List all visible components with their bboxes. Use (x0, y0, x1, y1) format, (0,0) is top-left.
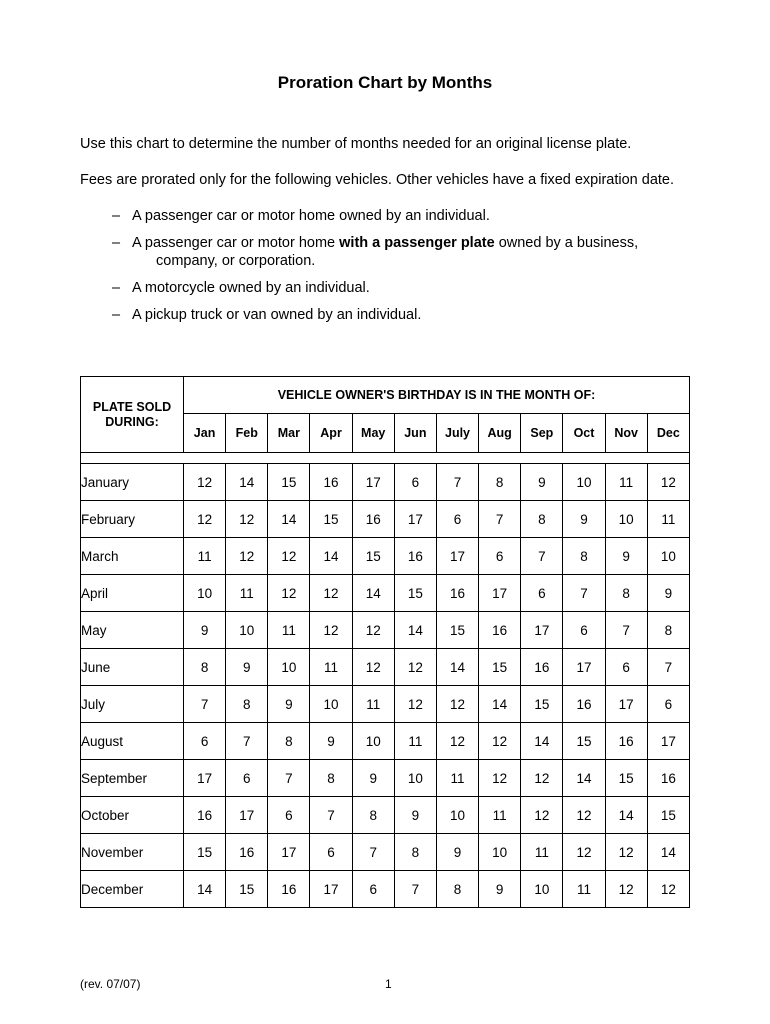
table-cell: 7 (394, 871, 436, 908)
table-cell: 17 (479, 575, 521, 612)
table-cell: 12 (647, 464, 689, 501)
table-cell: 11 (563, 871, 605, 908)
table-cell: 11 (394, 723, 436, 760)
table-cell: 16 (647, 760, 689, 797)
table-cell: 12 (605, 871, 647, 908)
column-header: Nov (605, 414, 647, 453)
table-cell: 12 (563, 797, 605, 834)
row-month-label: May (81, 612, 184, 649)
table-cell: 17 (184, 760, 226, 797)
table-cell: 12 (394, 649, 436, 686)
column-header: July (436, 414, 478, 453)
table-cell: 15 (268, 464, 310, 501)
table-cell: 12 (605, 834, 647, 871)
table-cell: 12 (521, 797, 563, 834)
page-title: Proration Chart by Months (277, 73, 493, 92)
table-cell: 14 (226, 464, 268, 501)
table-cell: 10 (394, 760, 436, 797)
table-cell: 10 (184, 575, 226, 612)
table-cell: 17 (605, 686, 647, 723)
table-cell: 8 (605, 575, 647, 612)
table-row (81, 760, 690, 797)
table-cell: 7 (563, 575, 605, 612)
table-cell: 12 (352, 649, 394, 686)
page-number: 1 (385, 977, 392, 991)
table-cell: 10 (310, 686, 352, 723)
table-cell: 8 (352, 797, 394, 834)
table-cell: 10 (647, 538, 689, 575)
table-cell: 7 (605, 612, 647, 649)
table-cell: 14 (605, 797, 647, 834)
table-cell: 12 (310, 575, 352, 612)
table-cell: 8 (394, 834, 436, 871)
table-cell: 11 (352, 686, 394, 723)
table-cell: 14 (268, 501, 310, 538)
column-header: Dec (647, 414, 689, 453)
table-cell: 6 (605, 649, 647, 686)
row-month-label: November (81, 834, 184, 871)
table-cell: 14 (563, 760, 605, 797)
proration-table (80, 376, 690, 908)
list-item-text: A motorcycle owned by an individual. (132, 280, 370, 296)
table-cell: 12 (436, 686, 478, 723)
table-cell: 6 (352, 871, 394, 908)
table-cell: 6 (394, 464, 436, 501)
table-cell: 8 (521, 501, 563, 538)
table-cell: 6 (647, 686, 689, 723)
table-cell: 17 (647, 723, 689, 760)
table-row (81, 612, 690, 649)
table-cell: 16 (268, 871, 310, 908)
table-cell: 9 (310, 723, 352, 760)
table-cell: 11 (605, 464, 647, 501)
list-item-bold-text: with a passenger plate (339, 235, 495, 251)
table-cell: 15 (394, 575, 436, 612)
table-cell: 7 (479, 501, 521, 538)
list-dash: – (112, 208, 121, 224)
list-item (112, 207, 638, 225)
table-cell: 15 (226, 871, 268, 908)
list-item-text: A pickup truck or van owned by an individual. (132, 307, 422, 323)
table-row (81, 464, 690, 501)
table-cell: 8 (436, 871, 478, 908)
table-cell: 8 (184, 649, 226, 686)
table-cell: 6 (436, 501, 478, 538)
table-cell: 16 (479, 612, 521, 649)
table-cell: 7 (436, 464, 478, 501)
table-cell: 15 (310, 501, 352, 538)
table-cell: 15 (184, 834, 226, 871)
table-cell: 7 (647, 649, 689, 686)
table-cell: 15 (352, 538, 394, 575)
table-cell: 9 (479, 871, 521, 908)
table-cell: 16 (563, 686, 605, 723)
table-row (81, 686, 690, 723)
list-dash: – (112, 235, 121, 251)
column-header: Jun (394, 414, 436, 453)
fees-note-paragraph: Fees are prorated only for the following vehicles. Other vehicles have a fixed expiration date. (80, 172, 675, 188)
table-cell: 15 (605, 760, 647, 797)
table-cell: 11 (521, 834, 563, 871)
column-group-header: VEHICLE OWNER'S BIRTHDAY IS IN THE MONTH OF: (184, 377, 690, 414)
table-cell: 12 (563, 834, 605, 871)
table-cell: 6 (310, 834, 352, 871)
list-item (112, 234, 638, 270)
table-cell: 12 (394, 686, 436, 723)
table-row (81, 649, 690, 686)
table-cell: 8 (563, 538, 605, 575)
table-cell: 14 (436, 649, 478, 686)
table-cell: 12 (184, 501, 226, 538)
table-cell: 10 (563, 464, 605, 501)
table-cell: 6 (479, 538, 521, 575)
table-cell: 11 (184, 538, 226, 575)
table-cell: 11 (268, 612, 310, 649)
table-cell: 16 (436, 575, 478, 612)
table-cell: 7 (352, 834, 394, 871)
table-row (81, 538, 690, 575)
column-header: Sep (521, 414, 563, 453)
table-cell: 12 (647, 871, 689, 908)
table-cell: 6 (563, 612, 605, 649)
revision-label: (rev. 07/07) (80, 977, 141, 991)
table-cell: 9 (563, 501, 605, 538)
table-cell: 15 (521, 686, 563, 723)
table-cell: 17 (394, 501, 436, 538)
table-cell: 8 (226, 686, 268, 723)
list-dash: – (112, 307, 121, 323)
table-cell: 15 (479, 649, 521, 686)
row-month-label: April (81, 575, 184, 612)
table-cell: 12 (226, 538, 268, 575)
table-cell: 17 (352, 464, 394, 501)
row-header: PLATE SOLD DURING: (81, 377, 184, 453)
table-cell: 16 (184, 797, 226, 834)
column-header: Jan (184, 414, 226, 453)
table-cell: 8 (310, 760, 352, 797)
table-cell: 7 (226, 723, 268, 760)
table-cell: 17 (226, 797, 268, 834)
table-cell: 6 (226, 760, 268, 797)
row-month-label: December (81, 871, 184, 908)
table-cell: 12 (479, 723, 521, 760)
row-month-label: July (81, 686, 184, 723)
table-cell: 9 (394, 797, 436, 834)
table-cell: 10 (352, 723, 394, 760)
table-cell: 7 (310, 797, 352, 834)
table-cell: 11 (226, 575, 268, 612)
table-cell: 10 (436, 797, 478, 834)
table-cell: 16 (605, 723, 647, 760)
table-row (81, 797, 690, 834)
column-header: Feb (226, 414, 268, 453)
table-cell: 14 (184, 871, 226, 908)
table-cell: 16 (226, 834, 268, 871)
table-cell: 16 (521, 649, 563, 686)
row-month-label: October (81, 797, 184, 834)
table-cell: 17 (310, 871, 352, 908)
table-row (81, 871, 690, 908)
table-cell: 10 (268, 649, 310, 686)
table-cell: 16 (310, 464, 352, 501)
table-cell: 8 (268, 723, 310, 760)
table-cell: 11 (647, 501, 689, 538)
table-cell: 11 (479, 797, 521, 834)
list-item-text: owned by a business, (494, 235, 639, 251)
table-cell: 12 (268, 575, 310, 612)
list-item-text: A passenger car or motor home (132, 235, 340, 251)
table-cell: 17 (268, 834, 310, 871)
table-cell: 7 (268, 760, 310, 797)
row-month-label: September (81, 760, 184, 797)
table-cell: 8 (647, 612, 689, 649)
row-month-label: February (81, 501, 184, 538)
table-cell: 12 (479, 760, 521, 797)
table-cell: 12 (184, 464, 226, 501)
list-item-text: A passenger car or motor home owned by an individual. (132, 208, 490, 224)
table-cell: 7 (184, 686, 226, 723)
table-cell: 15 (436, 612, 478, 649)
intro-paragraph: Use this chart to determine the number of months needed for an original license plate. (80, 136, 632, 152)
vehicle-list (112, 207, 638, 333)
table-cell: 6 (184, 723, 226, 760)
table-cell: 10 (521, 871, 563, 908)
table-cell: 11 (310, 649, 352, 686)
table-cell: 9 (647, 575, 689, 612)
table-cell: 16 (352, 501, 394, 538)
table-cell: 9 (226, 649, 268, 686)
column-header: Mar (268, 414, 310, 453)
table-cell: 14 (521, 723, 563, 760)
list-item (112, 279, 638, 297)
table-row (81, 723, 690, 760)
table-row (81, 834, 690, 871)
table-cell: 9 (521, 464, 563, 501)
table-cell: 15 (563, 723, 605, 760)
table-cell: 12 (268, 538, 310, 575)
table-cell: 14 (352, 575, 394, 612)
row-month-label: August (81, 723, 184, 760)
row-month-label: January (81, 464, 184, 501)
row-month-label: March (81, 538, 184, 575)
table-cell: 12 (352, 612, 394, 649)
table-cell: 8 (479, 464, 521, 501)
table-cell: 9 (268, 686, 310, 723)
table-cell: 10 (226, 612, 268, 649)
column-header: May (352, 414, 394, 453)
table-cell: 9 (436, 834, 478, 871)
table-cell: 6 (268, 797, 310, 834)
table-spacer (81, 453, 690, 464)
table-cell: 6 (521, 575, 563, 612)
list-item (112, 306, 638, 324)
table-cell: 10 (605, 501, 647, 538)
table-cell: 7 (521, 538, 563, 575)
table-cell: 14 (394, 612, 436, 649)
table-cell: 17 (436, 538, 478, 575)
table-cell: 12 (226, 501, 268, 538)
table-row (81, 575, 690, 612)
table-cell: 11 (436, 760, 478, 797)
table-cell: 12 (436, 723, 478, 760)
table-cell: 9 (605, 538, 647, 575)
column-header: Apr (310, 414, 352, 453)
table-cell: 17 (521, 612, 563, 649)
row-month-label: June (81, 649, 184, 686)
table-cell: 10 (479, 834, 521, 871)
table-cell: 14 (479, 686, 521, 723)
column-header: Oct (563, 414, 605, 453)
table-cell: 9 (184, 612, 226, 649)
table-cell: 12 (310, 612, 352, 649)
table-cell: 16 (394, 538, 436, 575)
table-row (81, 501, 690, 538)
table-cell: 17 (563, 649, 605, 686)
table-cell: 9 (352, 760, 394, 797)
list-dash: – (112, 280, 121, 296)
table-cell: 14 (647, 834, 689, 871)
list-item-continuation: company, or corporation. (156, 253, 316, 269)
table-cell: 15 (647, 797, 689, 834)
table-cell: 12 (521, 760, 563, 797)
table-cell: 14 (310, 538, 352, 575)
column-header: Aug (479, 414, 521, 453)
